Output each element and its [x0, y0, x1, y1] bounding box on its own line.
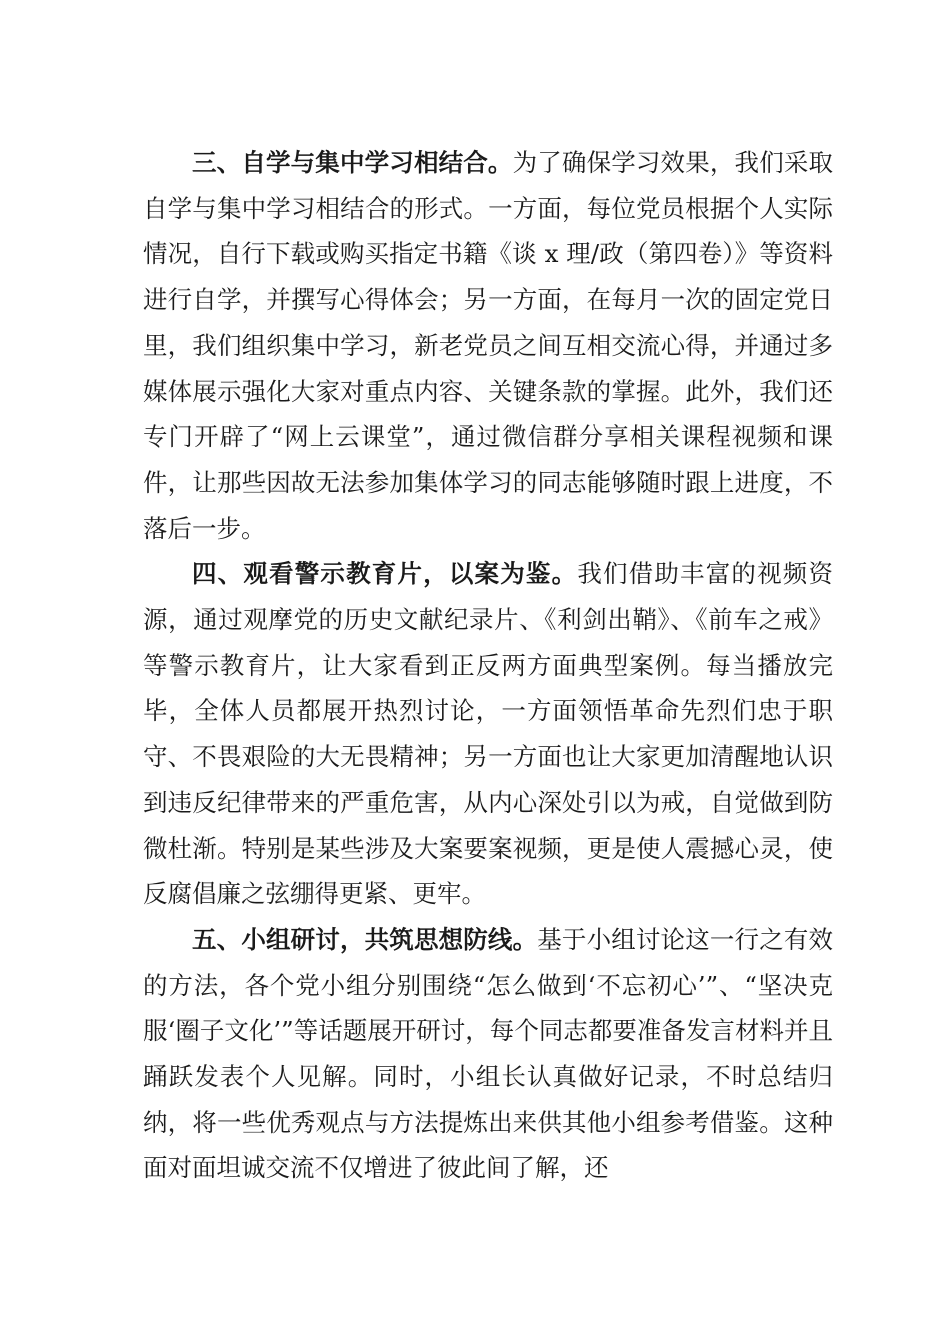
paragraph-self-study	[143, 140, 833, 551]
paragraph-group-discussion	[143, 917, 833, 1191]
paragraph-text: 基于小组讨论这一行之有效的方法，各个党小组分别围绕“怎么做到‘不忘初心’”、“坚决克服‘圈子文化’”等话题展开研讨，每个同志都要准备发言材料并且踊跃发表个人见解。同时，小组长认真做好记录，不时总结归纳，将一些优秀观点与方法提炼出来供其他小组参考借鉴。这种面对面坦诚交流不仅增进了彼此间了解，还	[143, 924, 834, 1183]
paragraph-warning-films	[143, 551, 833, 917]
document-body	[143, 140, 833, 1191]
paragraph-heading: 五、小组研讨，共筑思想防线。	[192, 924, 538, 954]
paragraph-heading: 四、观看警示教育片，以案为鉴。	[192, 559, 578, 589]
paragraph-text: 为了确保学习效果，我们采取自学与集中学习相结合的形式。一方面，每位党员根据个人实际情况，自行下载或购买指定书籍《谈 x 理/政（第四卷）》等资料进行自学，并撰写心得体会；另一方面，在每月一次的固定党日里，我们组织集中学习，新老党员之间互相交流心得，并通过多媒体展示强化大家对重点内容、关键条款的掌握。此外，我们还专门开辟了“网上云课堂”，通过微信群分享相关课程视频和课件，让那些因故无法参加集体学习的同志能够随时跟上进度，不落后一步。	[143, 148, 834, 543]
paragraph-heading: 三、自学与集中学习相结合。	[192, 148, 513, 177]
paragraph-text: 我们借助丰富的视频资源，通过观摩党的历史文献纪录片、《利剑出鞘》、《前车之戒》等警示教育片，让大家看到正反两方面典型案例。每当播放完毕，全体人员都展开热烈讨论，一方面领悟革命先烈们忠于职守、不畏艰险的大无畏精神；另一方面也让大家更加清醒地认识到违反纪律带来的严重危害，从内心深处引以为戒，自觉做到防微杜渐。特别是某些涉及大案要案视频，更是使人震撼心灵，使反腐倡廉之弦绷得更紧、更牢。	[143, 559, 833, 909]
